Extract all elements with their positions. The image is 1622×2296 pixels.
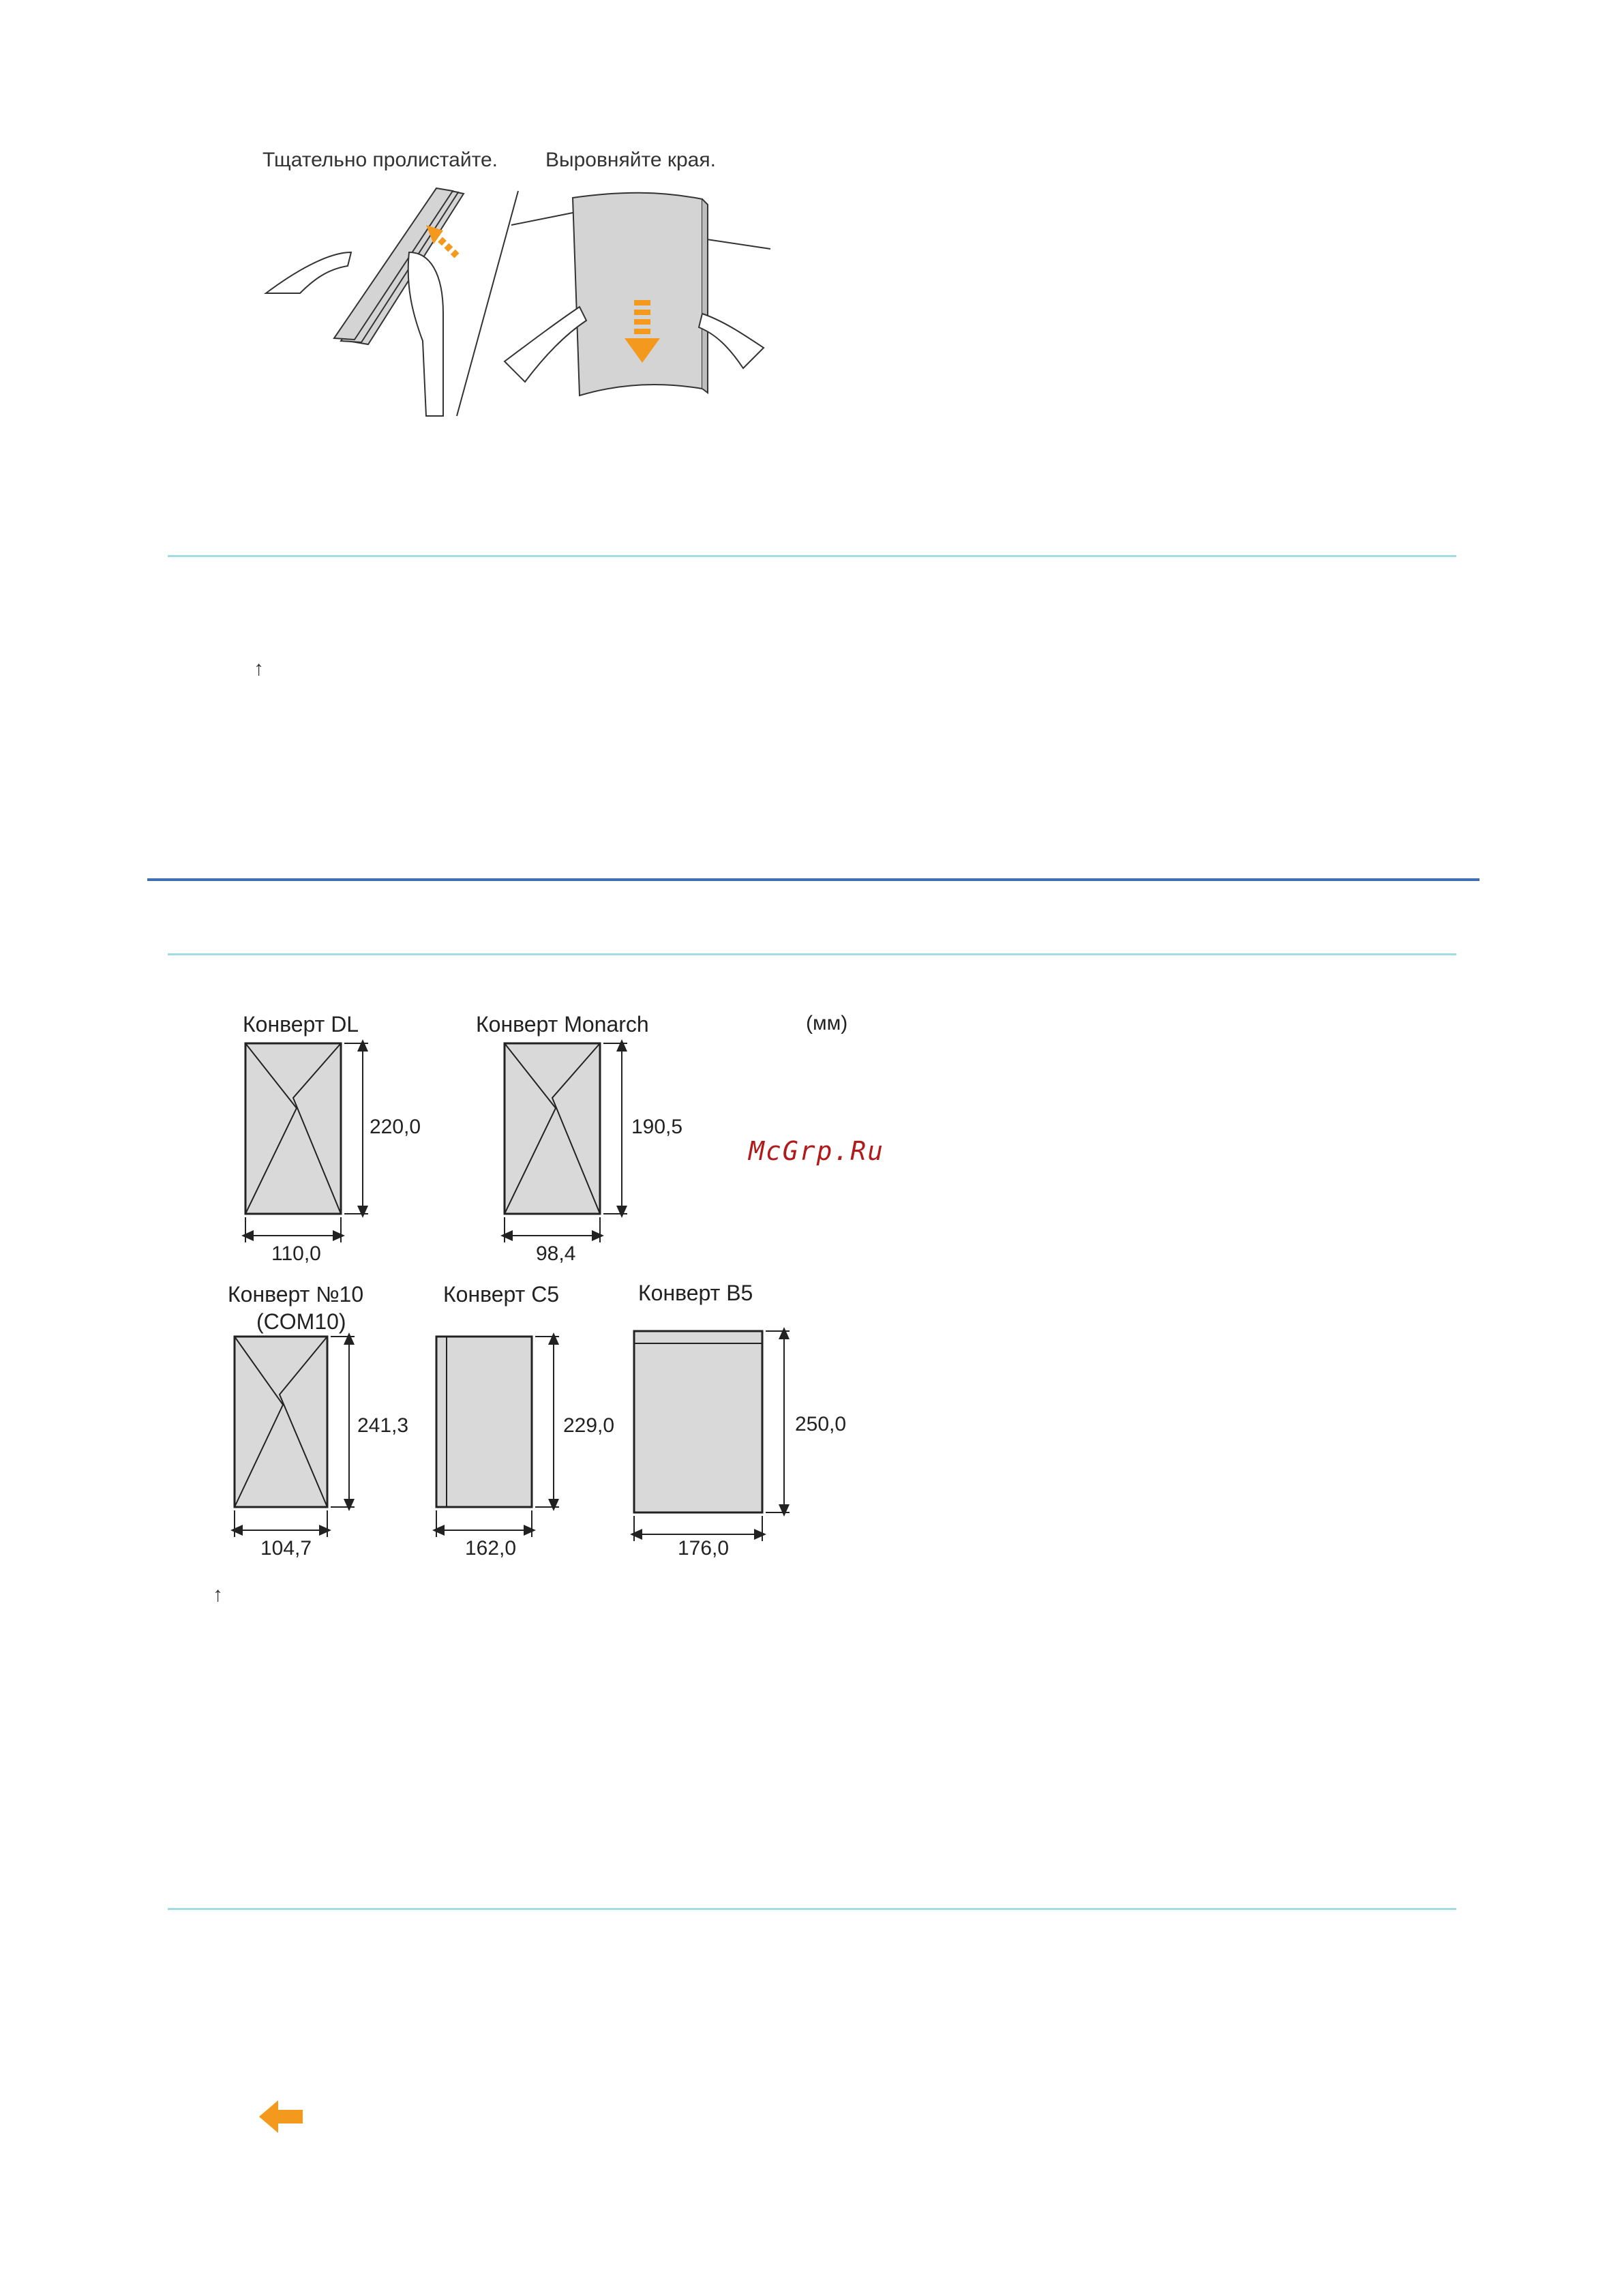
envelope-com10-drawing: [235, 1337, 355, 1537]
envelope-c5-width: 162,0: [465, 1537, 517, 1560]
caption-riffle: Тщательно пролистайте.: [262, 149, 498, 171]
title-divider: [147, 878, 1480, 881]
envelope-b5-height: 250,0: [795, 1413, 847, 1435]
envelope-dl-label: Конверт DL: [243, 1012, 359, 1037]
envelope-b5-label: Конверт B5: [638, 1281, 753, 1305]
envelope-c5-label: Конверт C5: [443, 1282, 560, 1307]
envelope-dl-width: 110,0: [271, 1242, 321, 1265]
envelope-monarch-label: Конверт Monarch: [476, 1012, 649, 1037]
envelope-com10-width: 104,7: [260, 1537, 312, 1560]
envelope-b5-drawing: [634, 1331, 790, 1541]
envelope-com10-label: Конверт №10: [228, 1282, 364, 1307]
section-divider: [168, 1908, 1456, 1910]
unit-label: (мм): [806, 1012, 848, 1034]
back-arrow-icon: [258, 2098, 305, 2136]
envelope-monarch-drawing: [505, 1043, 627, 1242]
envelope-dl-drawing: [245, 1043, 368, 1242]
envelope-monarch-height: 190,5: [631, 1116, 683, 1138]
anchor-marker: ↑: [254, 657, 264, 680]
section-divider: [168, 953, 1456, 955]
envelope-dl-height: 220,0: [370, 1116, 421, 1138]
paper-handling-illustration: [239, 136, 770, 423]
envelope-c5-drawing: [436, 1337, 559, 1537]
envelope-c5-height: 229,0: [563, 1414, 615, 1437]
back-button[interactable]: [258, 2098, 305, 2136]
anchor-marker: ↑: [213, 1583, 223, 1606]
envelope-com10-height: 241,3: [357, 1414, 409, 1437]
envelope-b5-width: 176,0: [678, 1537, 730, 1560]
section-divider: [168, 555, 1456, 557]
watermark: McGrp.Ru: [749, 1136, 885, 1166]
envelope-monarch-width: 98,4: [536, 1242, 576, 1265]
envelope-com10-label-line2: (COM10): [256, 1309, 346, 1334]
caption-align: Выровняйте края.: [545, 149, 716, 171]
paper-illustration-graphic: [239, 136, 770, 423]
